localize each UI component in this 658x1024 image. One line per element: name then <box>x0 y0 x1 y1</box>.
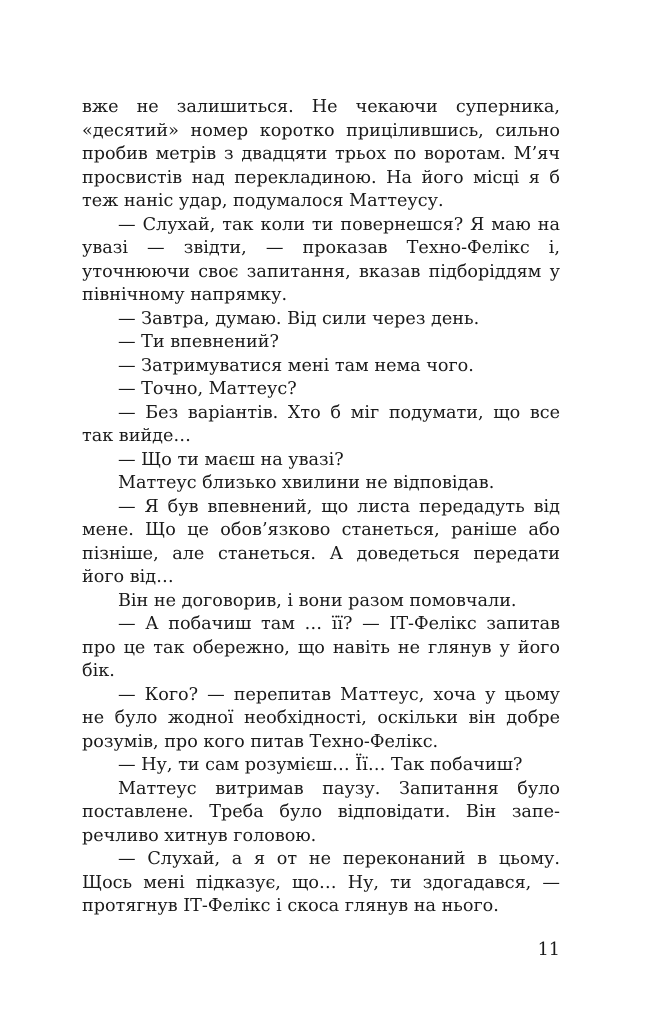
paragraph: — Точно, Маттеус? <box>118 379 297 399</box>
paragraph: — Без варіантів. Хто б міг подумати, що все так вийде… <box>82 402 560 446</box>
paragraph: — А побачиш там … її? — ІТ-Фелікс запитав про це так обережно, що навіть не глянув у його бік. <box>82 614 560 681</box>
paragraph: — Затримуватися мені там нема чого. <box>118 355 474 376</box>
paragraph: — Ти впевнений? <box>118 332 279 352</box>
paragraph: Маттеус витримав паузу. Запитання було поставлене. Треба було відповідати. Він заперечливо хитнув головою. <box>82 778 560 846</box>
paragraph: — Ну, ти сам розумієш… Її… Так побачиш? <box>118 755 523 775</box>
paragraph: — Слухай, так коли ти повернешся? Я маю на увазі — звідти, — проказав Техно-Фелікс і, уточнюючи своє запитання, вказав підборіддям у північному напрямку. <box>82 214 560 305</box>
paragraph: — Я був впевнений, що листа передадуть від мене. Що це обов’язково станеться, раніше або пізніше, але станеться. А доведеться передати його від… <box>82 496 560 587</box>
paragraph: — Завтра, думаю. Від сили через день. <box>118 308 480 329</box>
body-text <box>82 96 560 919</box>
paragraph: — Кого? — перепитав Маттеус, хоча у цьому не було жодної необхідності, оскільки він добре розумів, про кого питав Техно-Фелікс. <box>82 684 560 752</box>
page-number: 11 <box>537 940 560 960</box>
paragraph: вже не залишиться. Не чекаючи суперника, «десятий» номер коротко прицілившись, сильно пробив метрів з двадцяти трьох по воротам. М’яч просвистів над перекладиною. На його місці я б теж наніс удар, подумалося Маттеусу. <box>82 97 560 211</box>
paragraph: Він не договорив, і вони разом помовчали. <box>118 590 517 611</box>
paragraph: — Слухай, а я от не переконаний в цьому. Щось мені підказує, що… Ну, ти здогадався, — протягнув ІТ-Фелікс і скоса глянув на нього. <box>82 849 560 916</box>
paragraph: Маттеус близько хвилини не відповідав. <box>118 473 495 493</box>
paragraph: — Що ти маєш на увазі? <box>118 449 344 470</box>
